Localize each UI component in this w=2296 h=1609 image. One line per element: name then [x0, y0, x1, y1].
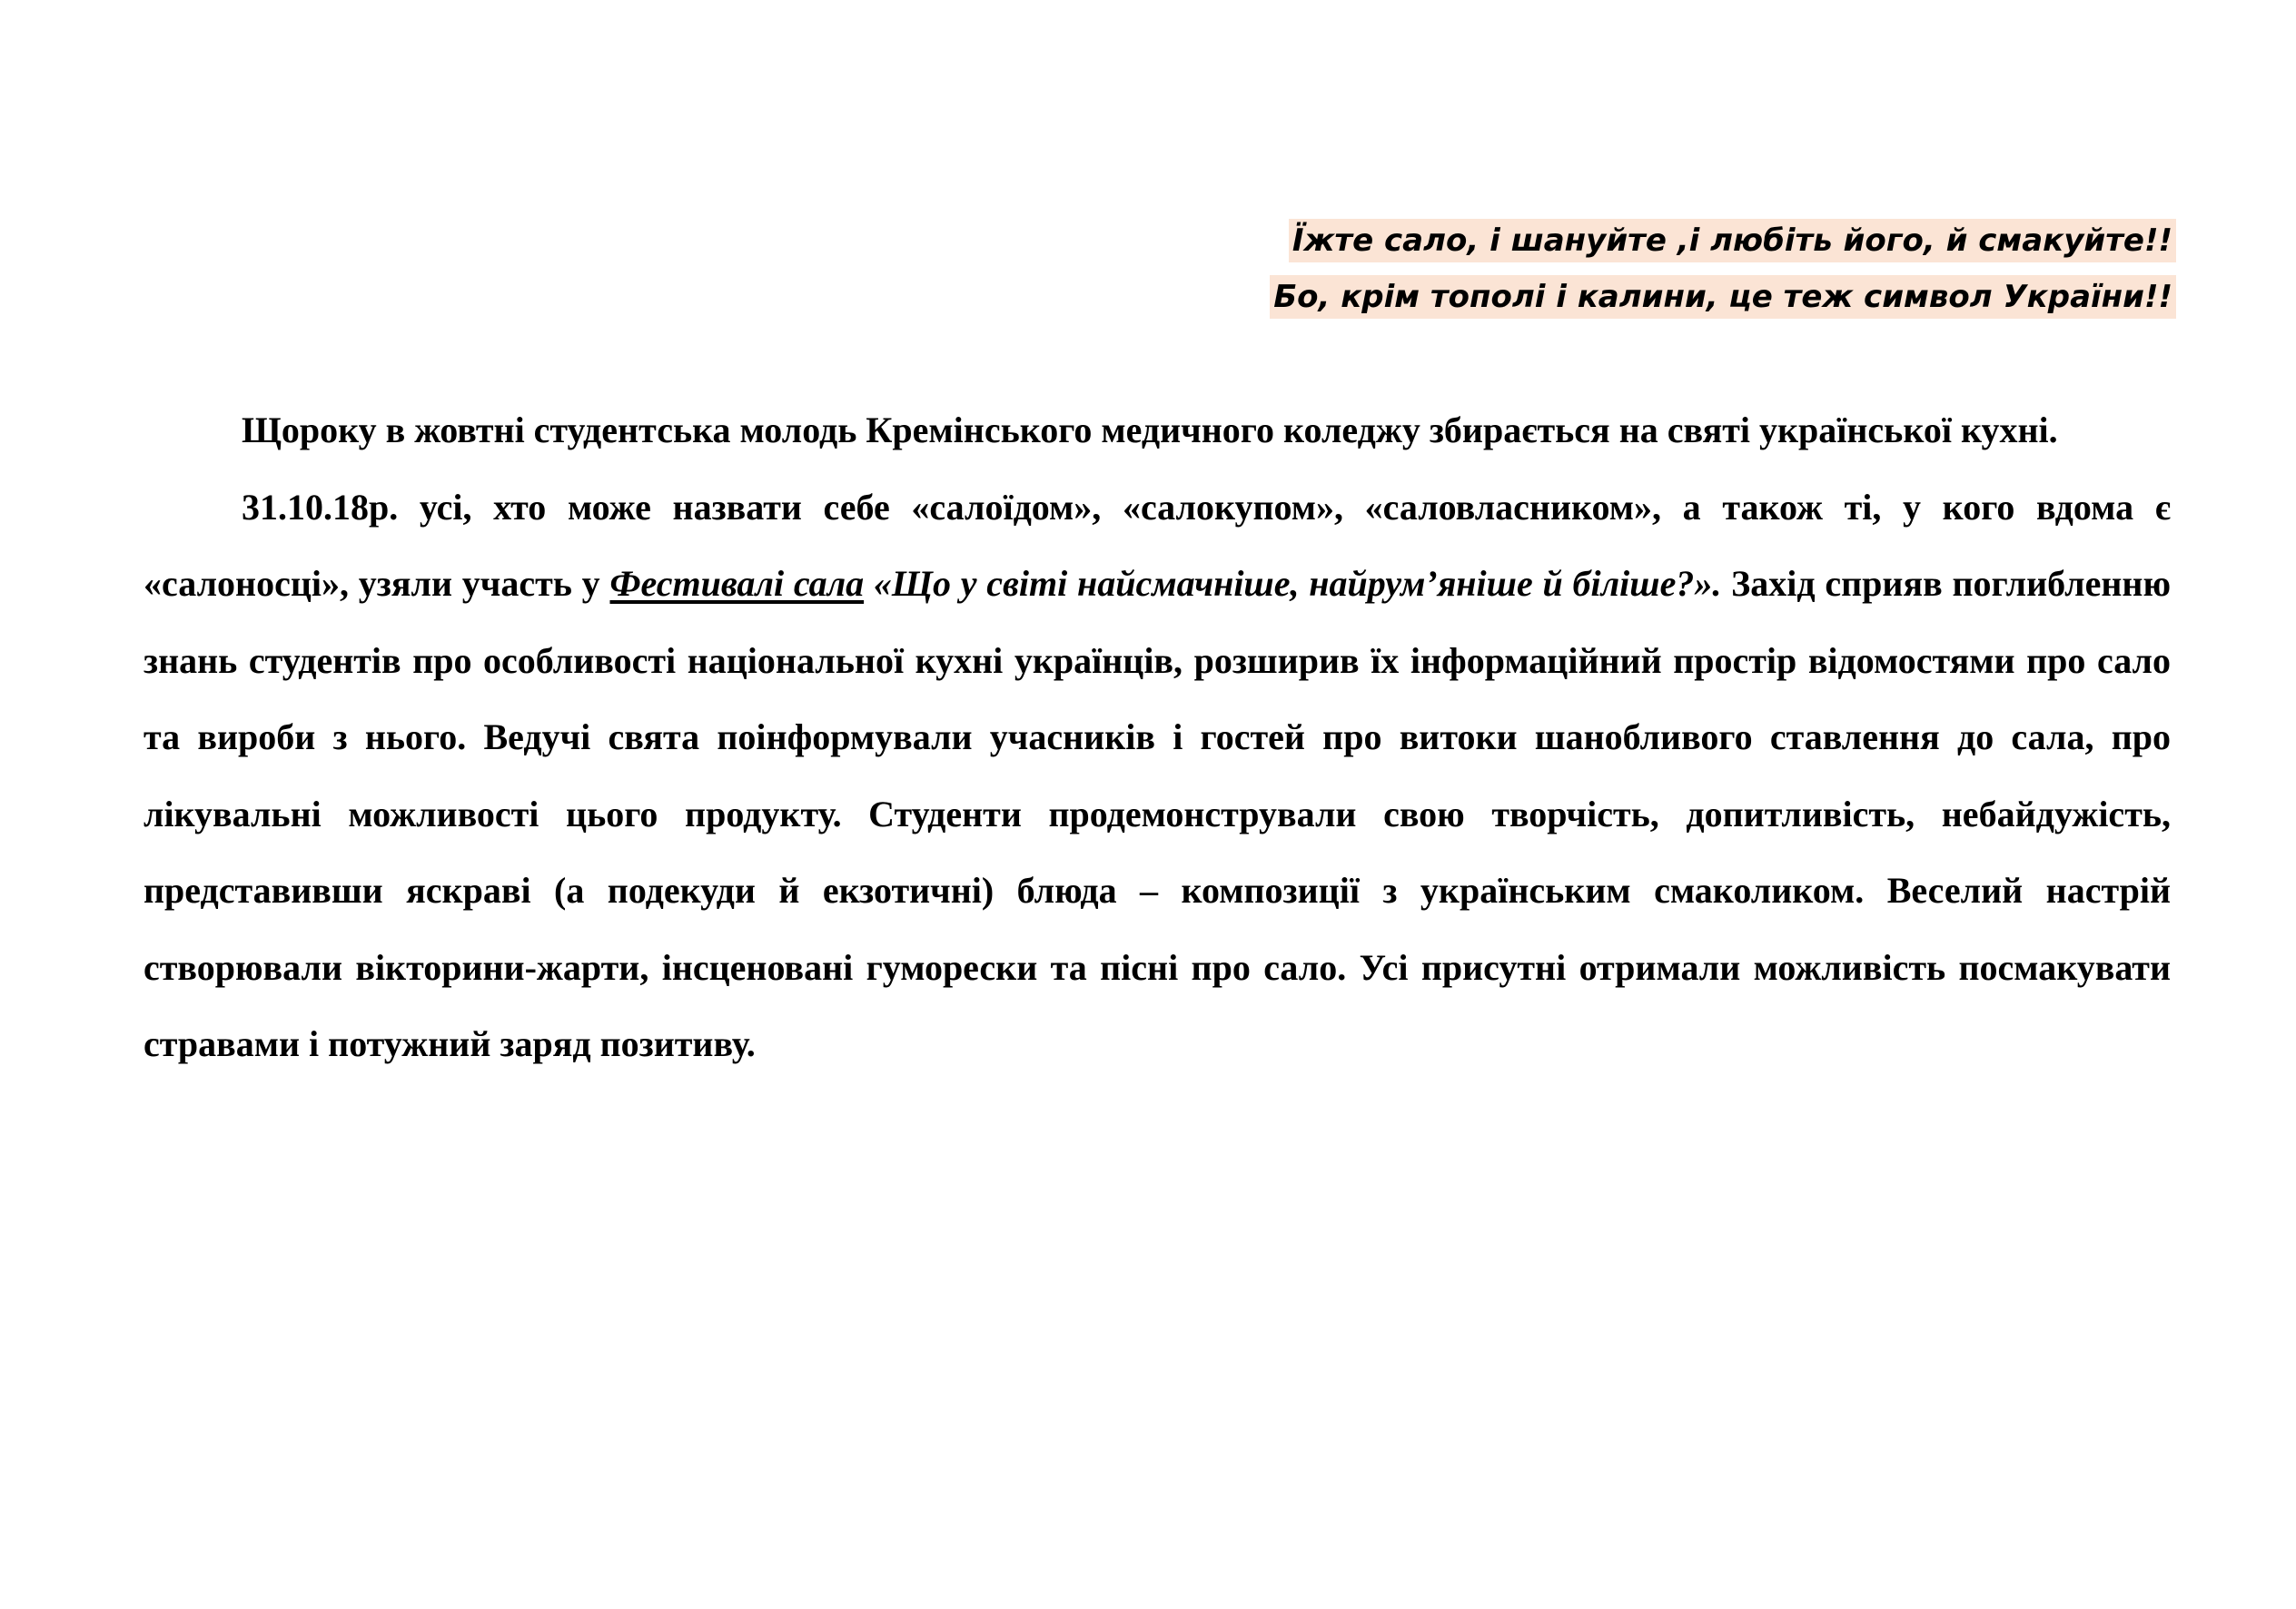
- festival-title: «Що у світі найсмачніше, найрум’яніше й біліше?».: [873, 563, 1722, 604]
- paragraph-festival-rest: Захід сприяв поглибленню знань студентів про особливості національної кухні українців, розширив їх інформаційний простір відомостями про сало та вироби з нього. Ведучі свята поінформували учасників і гостей про витоки шанобливого ставлення до сала, про лікувальні можливості цього продукту. Студенти продемонстрували свою творчість, допитливість, небайдужість, представивши яскраві (а подекуди й екзотичні) блюда – композиції з українським смаколиком. Веселий настрій створювали вікторини-жарти, інсценовані гуморески та пісні про сало. Усі присутні отримали можливість посмакувати стравами і потужний заряд позитиву.: [144, 563, 2172, 1064]
- paragraph-intro: Щороку в жовтні студентська молодь Кремінського медичного коледжу збирається на святі української кухні.: [242, 410, 2058, 450]
- epigraph-line-1-row: [1270, 212, 2176, 269]
- article-body: [144, 392, 2171, 1083]
- festival-link[interactable]: Фестивалі сала: [609, 563, 865, 604]
- epigraph: [1270, 212, 2176, 325]
- epigraph-line-2: Бо, крім тополі і калини, це теж символ України!!: [1270, 275, 2176, 319]
- epigraph-line-2-row: [1270, 269, 2176, 325]
- paragraph-festival-start: 31.10.18р. усі, хто може назвати себе «салоїдом», «салокупом», «саловласником», а також ті, у кого вдома є «салоносці», узяли участь у: [144, 486, 2171, 604]
- epigraph-line-1: Їжте сало, і шануйте ,і любіть його, й смакуйте!!: [1289, 219, 2176, 262]
- paragraph-festival: [144, 469, 2171, 1083]
